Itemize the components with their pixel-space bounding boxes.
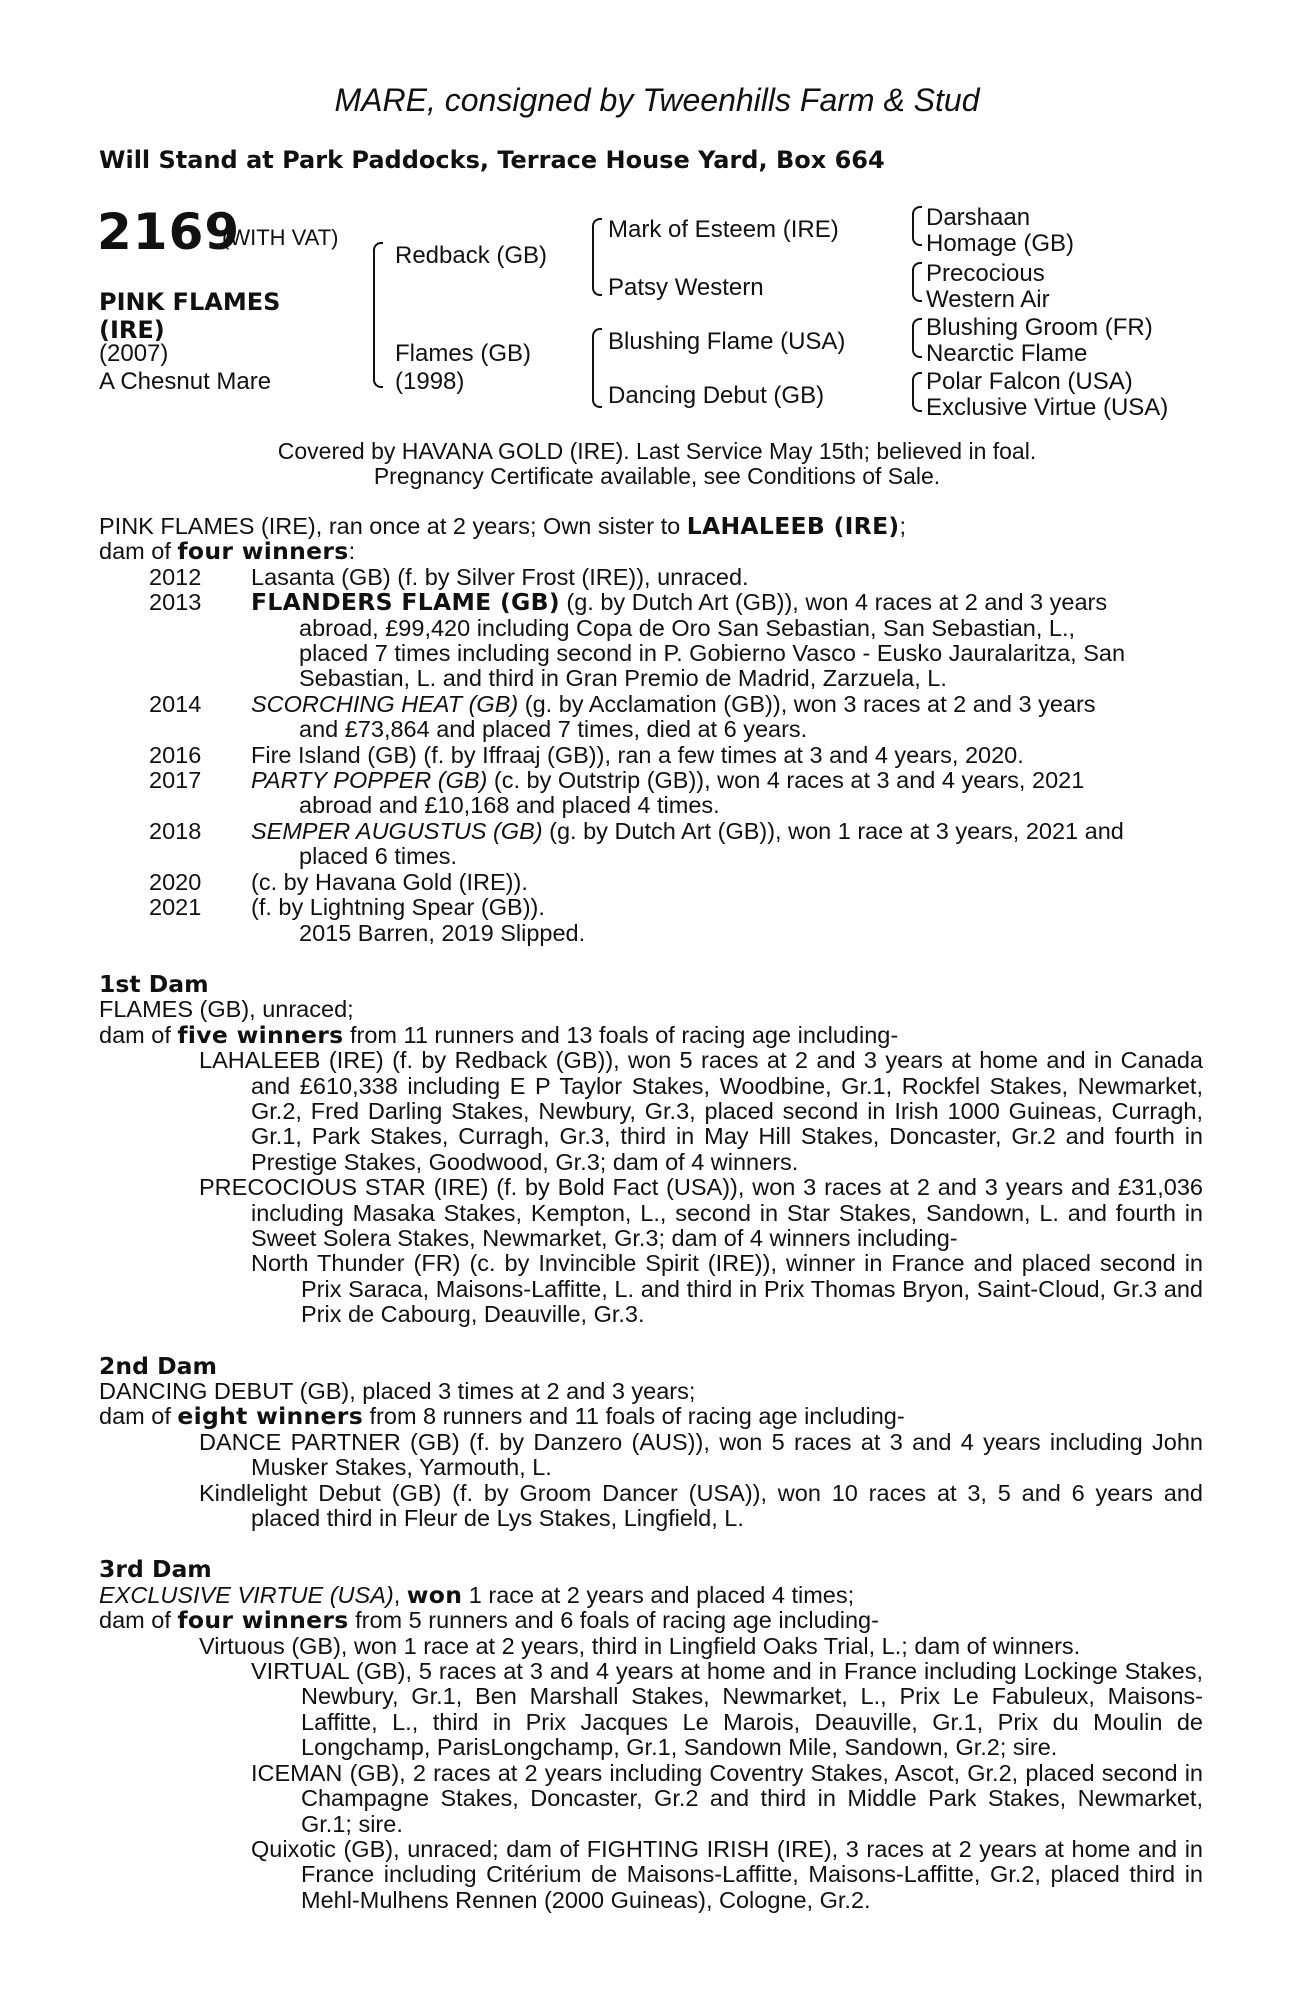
pedigree-brace bbox=[912, 318, 922, 358]
pedigree-brace bbox=[592, 218, 602, 296]
dam-line: FLAMES (GB), unraced; bbox=[99, 996, 354, 1023]
dam: Flames (GB) bbox=[395, 340, 532, 367]
produce-entry: ICEMAN (GB), 2 races at 2 years including Coventry Stakes, Ascot, Gr.2, placed second in Champagne Stakes, Doncaster, Gr.2 and third in Middle Park Stakes, Newmarket, Gr.1; sire. bbox=[251, 1759, 1203, 1837]
vat-note: (WITH VAT) bbox=[222, 225, 339, 250]
barren-note: 2015 Barren, 2019 Slipped. bbox=[299, 919, 586, 946]
produce-entry: VIRTUAL (GB), 5 races at 3 and 4 years at home and in France including Lockinge Stakes, Newbury, Gr.1, Ben Marshall Stakes, Newmarket, L., Prix Le Fabuleux, Maisons-Laffitte, L., third in Prix Jacques Le Marois, Deauville, Gr.1, Prix du Moulin de Longchamp, ParisLongchamp, Gr.1, Sandown Mile, Sandown, Gr.2; sire. bbox=[251, 1658, 1203, 1761]
foal-entry: 2017 PARTY POPPER (GB) (c. by Outstrip (GB)), won 4 races at 3 and 4 years, 2021 abroad and £10,168 and placed 4 times. bbox=[149, 767, 1085, 819]
dam-line: DANCING DEBUT (GB), placed 3 times at 2 and 3 years; bbox=[99, 1378, 696, 1404]
lot-number: 2169 bbox=[97, 203, 241, 261]
dam-heading: 2nd Dam bbox=[99, 1351, 217, 1380]
ancestor: Western Air bbox=[926, 286, 1050, 313]
dam-line: EXCLUSIVE VIRTUE (USA), won 1 race at 2 years and placed 4 times; bbox=[99, 1580, 855, 1609]
intro-line: PINK FLAMES (IRE), ran once at 2 years; Own sister to LAHALEEB (IRE); bbox=[99, 512, 906, 540]
dam-line: dam of four winners from 5 runners and 6 foals of racing age including- bbox=[99, 1606, 879, 1635]
pedigree-brace bbox=[912, 262, 922, 302]
page-header: MARE, consigned by Tweenhills Farm & Stud bbox=[334, 82, 980, 118]
dam-heading: 1st Dam bbox=[99, 969, 209, 998]
pedigree-brace bbox=[912, 372, 922, 412]
horse-description: A Chesnut Mare bbox=[99, 368, 272, 395]
pedigree-brace bbox=[592, 328, 602, 408]
ancestor: Precocious bbox=[926, 260, 1045, 287]
dam-heading: 3rd Dam bbox=[99, 1555, 212, 1584]
ancestor: Homage (GB) bbox=[926, 230, 1075, 257]
stand-location: Will Stand at Park Paddocks, Terrace House Yard, Box 664 bbox=[99, 146, 885, 174]
dam-year: (1998) bbox=[395, 368, 465, 395]
intro-line: dam of four winners: bbox=[99, 537, 356, 566]
ancestor: Blushing Groom (FR) bbox=[926, 314, 1153, 341]
horse-year: (2007) bbox=[99, 340, 169, 367]
produce-entry: LAHALEEB (IRE) (f. by Redback (GB)), won 5 races at 2 and 3 years at home and in Canada and £610,338 including E P Taylor Stakes, Woodbine, Gr.1, Rockfel Stakes, Newmarket, Gr.2, Fred Darling Stakes, Newbury, Gr.3, placed second in Irish 1000 Guineas, Curragh, Gr.1, Park Stakes, Curragh, Gr.3, third in May Hill Stakes, Doncaster, Gr.2 and fourth in Prestige Stakes, Goodwood, Gr.3; dam of 4 winners. bbox=[199, 1047, 1203, 1175]
pregnancy-note: Pregnancy Certificate available, see Conditions of Sale. bbox=[373, 463, 941, 489]
foal-entry: 2018 SEMPER AUGUSTUS (GB) (g. by Dutch Art (GB)), won 1 race at 3 years, 2021 and placed 6 times. bbox=[149, 817, 1124, 870]
produce-entry: Quixotic (GB), unraced; dam of FIGHTING IRISH (IRE), 3 races at 2 years at home and in France including Critérium de Maisons-Laffitte, Maisons-Laffitte, Gr.2, placed third in Mehl-Mulhens Rennen (2000 Guineas), Cologne, Gr.2. bbox=[251, 1835, 1203, 1913]
foal-entry: 2021 (f. by Lightning Spear (GB)). bbox=[149, 894, 545, 921]
produce-record bbox=[99, 514, 1203, 1913]
pedigree-brace bbox=[912, 206, 922, 246]
foal-entry: 2020 (c. by Havana Gold (IRE)). bbox=[149, 868, 528, 895]
foal-entry: 2013 FLANDERS FLAME (GB) (g. by Dutch Art (GB)), won 4 races at 2 and 3 years abroad, £99,420 including Copa de Oro San Sebastian, San Sebastian, L., placed 7 times including second in P. Gobierno Vasco - Eusko Jauralaritza, San Sebastian, L. and third in Gran Premio de Madrid, Zarzuela, L. bbox=[149, 588, 1126, 692]
horse-name: PINK FLAMES bbox=[99, 288, 281, 316]
dam-sire: Blushing Flame (USA) bbox=[608, 328, 846, 355]
sire: Redback (GB) bbox=[395, 242, 548, 269]
ancestor: Nearctic Flame bbox=[926, 340, 1088, 367]
sire-dam: Patsy Western bbox=[608, 274, 764, 301]
ancestor: Exclusive Virtue (USA) bbox=[926, 394, 1169, 421]
foal-entry: 2014 SCORCHING HEAT (GB) (g. by Acclamation (GB)), won 3 races at 2 and 3 years and £73,864 and placed 7 times, died at 6 years. bbox=[149, 690, 1096, 743]
covered-note: Covered by HAVANA GOLD (IRE). Last Service May 15th; believed in foal. bbox=[277, 438, 1037, 464]
sire-sire: Mark of Esteem (IRE) bbox=[608, 216, 839, 243]
dam-dam: Dancing Debut (GB) bbox=[608, 382, 825, 409]
horse-suffix: (IRE) bbox=[99, 316, 165, 344]
ancestor: Darshaan bbox=[926, 204, 1031, 231]
ancestor: Polar Falcon (USA) bbox=[926, 368, 1133, 395]
produce-entry: PRECOCIOUS STAR (IRE) (f. by Bold Fact (USA)), won 3 races at 2 and 3 years and £31,036 including Masaka Stakes, Kempton, L., second in Star Stakes, Sandown, L. and fourth in Sweet Solera Stakes, Newmarket, Gr.3; dam of 4 winners including- bbox=[199, 1174, 1203, 1251]
produce-entry: DANCE PARTNER (GB) (f. by Danzero (AUS)), won 5 races at 3 and 4 years including John Musker Stakes, Yarmouth, L. bbox=[199, 1428, 1203, 1481]
pedigree-brace bbox=[373, 242, 383, 388]
dam-line: dam of eight winners from 8 runners and 11 foals of racing age including- bbox=[99, 1402, 905, 1431]
produce-entry: Virtuous (GB), won 1 race at 2 years, third in Lingfield Oaks Trial, L.; dam of winners. bbox=[199, 1632, 1081, 1659]
produce-entry: Kindlelight Debut (GB) (f. by Groom Dancer (USA)), won 10 races at 3, 5 and 6 years and placed third in Fleur de Lys Stakes, Lingfield, L. bbox=[199, 1479, 1203, 1532]
dam-line: dam of five winners from 11 runners and 13 foals of racing age including- bbox=[99, 1020, 899, 1049]
foal-entry: 2012 Lasanta (GB) (f. by Silver Frost (IRE)), unraced. bbox=[149, 563, 749, 590]
foal-entry: 2016 Fire Island (GB) (f. by Iffraaj (GB)), ran a few times at 3 and 4 years, 2020. bbox=[149, 741, 1024, 768]
produce-entry: North Thunder (FR) (c. by Invincible Spirit (IRE)), winner in France and placed second in Prix Saraca, Maisons-Laffitte, L. and third in Prix Thomas Bryon, Saint-Cloud, Gr.3 and Prix de Cabourg, Deauville, Gr.3. bbox=[251, 1250, 1203, 1328]
